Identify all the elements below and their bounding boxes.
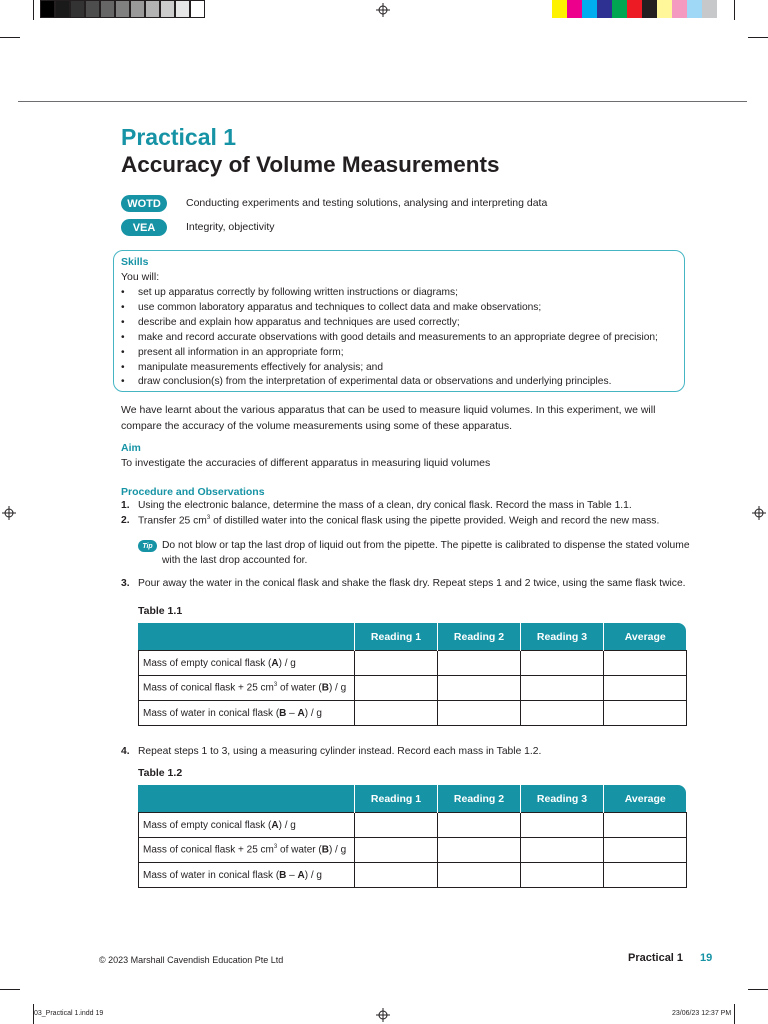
table-cell[interactable] xyxy=(438,863,521,888)
copyright: © 2023 Marshall Cavendish Education Pte Ltd xyxy=(99,955,284,965)
table-cell[interactable] xyxy=(521,813,604,838)
table-cell[interactable] xyxy=(355,701,438,726)
color-swatch xyxy=(115,0,130,18)
registration-mark-icon xyxy=(752,506,766,520)
skills-title: Skills xyxy=(121,256,149,268)
crop-mark xyxy=(0,37,20,38)
table-row xyxy=(139,676,687,701)
step-4 xyxy=(121,746,541,757)
procedure-heading: Procedure and Observations xyxy=(121,486,265,498)
wotd-text: Conducting experiments and testing solutions, analysing and interpreting data xyxy=(186,197,548,209)
table-cell[interactable] xyxy=(355,838,438,863)
tip-text: Do not blow or tap the last drop of liquid out from the pipette. The pipette is calibrated to dispense the stated volume with the last drop accounted for. xyxy=(162,540,690,566)
color-swatch xyxy=(85,0,100,18)
step-text: Pour away the water in the conical flask and shake the flask dry. Repeat steps 1 and 2 twice, using the same flask twice. xyxy=(138,578,686,589)
page-number: 19 xyxy=(700,952,713,964)
column-header: Average xyxy=(624,630,666,643)
wotd-badge: WOTD xyxy=(121,195,167,212)
step-number: 3. xyxy=(121,578,130,589)
table-cell[interactable] xyxy=(355,813,438,838)
table-cell[interactable] xyxy=(521,701,604,726)
crop-mark xyxy=(748,37,768,38)
column-header: Reading 3 xyxy=(521,785,604,813)
table-row xyxy=(139,863,687,888)
list-item: • make and record accurate observations with good details and measurements to an appropriate degree of precision; xyxy=(121,331,658,346)
color-swatch xyxy=(100,0,115,18)
color-swatch xyxy=(597,0,612,18)
color-swatch xyxy=(190,0,205,18)
table-cell[interactable] xyxy=(604,676,687,701)
color-swatch xyxy=(612,0,627,18)
table-cell[interactable] xyxy=(521,863,604,888)
tip-icon: Tip xyxy=(138,540,157,552)
column-header: Reading 2 xyxy=(438,623,521,651)
color-swatch xyxy=(160,0,175,18)
color-swatch xyxy=(672,0,687,18)
vea-text: Integrity, objectivity xyxy=(186,221,275,233)
color-swatch xyxy=(40,0,55,18)
table-cell[interactable] xyxy=(521,676,604,701)
list-item: • use common laboratory apparatus and techniques to collect data and make observations; xyxy=(121,301,658,316)
crop-mark xyxy=(734,0,735,20)
cmyk-color-bar xyxy=(552,0,717,18)
skills-list xyxy=(121,286,658,390)
color-swatch xyxy=(627,0,642,18)
practical-label: Practical 1 xyxy=(121,124,237,150)
table-cell[interactable] xyxy=(355,863,438,888)
step-text: Using the electronic balance, determine the mass of a clean, dry conical flask. Record the mass in Table 1.1. xyxy=(138,500,632,511)
table-caption: Table 1.1 xyxy=(138,605,183,617)
table-cell[interactable] xyxy=(521,651,604,676)
table-header-row xyxy=(139,785,687,813)
color-swatch xyxy=(70,0,85,18)
color-swatch xyxy=(567,0,582,18)
color-swatch xyxy=(130,0,145,18)
table-cell[interactable] xyxy=(604,701,687,726)
page-title: Accuracy of Volume Measurements xyxy=(121,152,500,177)
slug-date: 23/06/23 12:37 PM xyxy=(672,1010,732,1017)
column-header xyxy=(139,785,355,813)
data-table-1-1 xyxy=(138,623,687,726)
aim-heading: Aim xyxy=(121,442,141,454)
intro-paragraph: We have learnt about the various apparatus that can be used to measure liquid volumes. In this experiment, we will compare the accuracy of the volume measurements using some of these apparatus. xyxy=(121,404,656,432)
table-caption: Table 1.2 xyxy=(138,767,183,779)
table-row xyxy=(139,651,687,676)
registration-mark-icon xyxy=(2,506,16,520)
skills-intro: You will: xyxy=(121,271,160,283)
vea-badge: VEA xyxy=(121,219,167,236)
list-item: • draw conclusion(s) from the interpretation of experimental data or observations and underlying principles. xyxy=(121,375,658,390)
table-cell[interactable] xyxy=(604,863,687,888)
step-number: 2. xyxy=(121,515,130,527)
color-swatch xyxy=(687,0,702,18)
table-cell[interactable] xyxy=(604,651,687,676)
color-swatch xyxy=(702,0,717,18)
step-text: Repeat steps 1 to 3, using a measuring cylinder instead. Record each mass in Table 1.2. xyxy=(138,746,542,757)
crop-mark xyxy=(0,989,20,990)
step-number: 1. xyxy=(121,500,130,511)
row-label: Mass of water in conical flask (B – A) / g xyxy=(139,863,355,888)
list-item: • manipulate measurements effectively for analysis; and xyxy=(121,361,658,376)
table-cell[interactable] xyxy=(438,838,521,863)
crop-mark xyxy=(734,1004,735,1024)
step-number: 4. xyxy=(121,746,130,757)
color-swatch xyxy=(642,0,657,18)
table-row xyxy=(139,838,687,863)
table-cell[interactable] xyxy=(521,838,604,863)
color-swatch xyxy=(175,0,190,18)
color-swatch xyxy=(657,0,672,18)
list-item: • set up apparatus correctly by following written instructions or diagrams; xyxy=(121,286,658,301)
table-cell[interactable] xyxy=(438,676,521,701)
slug-file: 03_Practical 1.indd 19 xyxy=(34,1010,104,1017)
data-table-1-2 xyxy=(138,785,687,888)
column-header: Reading 3 xyxy=(521,623,604,651)
step-text-cont: of distilled water into the conical flask using the pipette provided. Weigh and record the new mass. xyxy=(210,515,660,527)
table-row xyxy=(139,813,687,838)
row-label: Mass of conical flask + 25 $cm^3$ of water (B) / g xyxy=(139,676,355,701)
row-label: Mass of conical flask + 25 $cm^3$ of water (B) / g xyxy=(139,838,355,863)
footer-section: Practical 1 xyxy=(628,952,684,964)
table-cell[interactable] xyxy=(355,651,438,676)
step-2 xyxy=(121,515,659,526)
step-3 xyxy=(121,578,686,589)
table-cell[interactable] xyxy=(438,701,521,726)
column-header: Reading 1 xyxy=(355,623,438,651)
table-cell[interactable] xyxy=(438,813,521,838)
row-label: Mass of empty conical flask (A) / g xyxy=(139,651,355,676)
color-swatch xyxy=(55,0,70,18)
row-label: Mass of empty conical flask (A) / g xyxy=(139,813,355,838)
step-1 xyxy=(121,500,632,511)
column-header: Reading 2 xyxy=(438,785,521,813)
color-swatch xyxy=(145,0,160,18)
list-item: • describe and explain how apparatus and techniques are used correctly; xyxy=(121,316,658,331)
row-label: Mass of water in conical flask (B – A) / g xyxy=(139,701,355,726)
table-cell[interactable] xyxy=(604,838,687,863)
table-header-row xyxy=(139,623,687,651)
table-cell[interactable] xyxy=(438,651,521,676)
step-text: Transfer 25 cm xyxy=(138,515,207,527)
gray-color-bar xyxy=(40,0,205,18)
aim-text: To investigate the accuracies of different apparatus in measuring liquid volumes xyxy=(121,457,491,469)
column-header: Reading 1 xyxy=(355,785,438,813)
trim-line xyxy=(18,101,747,102)
column-header: Average xyxy=(624,792,666,805)
color-swatch xyxy=(552,0,567,18)
column-header xyxy=(139,623,355,651)
table-cell[interactable] xyxy=(355,676,438,701)
list-item: • present all information in an appropriate form; xyxy=(121,346,658,361)
table-row xyxy=(139,701,687,726)
crop-mark xyxy=(33,0,34,20)
registration-mark-icon xyxy=(376,1008,390,1022)
superscript: 3 xyxy=(206,515,211,521)
registration-mark-icon xyxy=(376,3,390,17)
table-cell[interactable] xyxy=(604,813,687,838)
color-swatch xyxy=(582,0,597,18)
crop-mark xyxy=(748,989,768,990)
